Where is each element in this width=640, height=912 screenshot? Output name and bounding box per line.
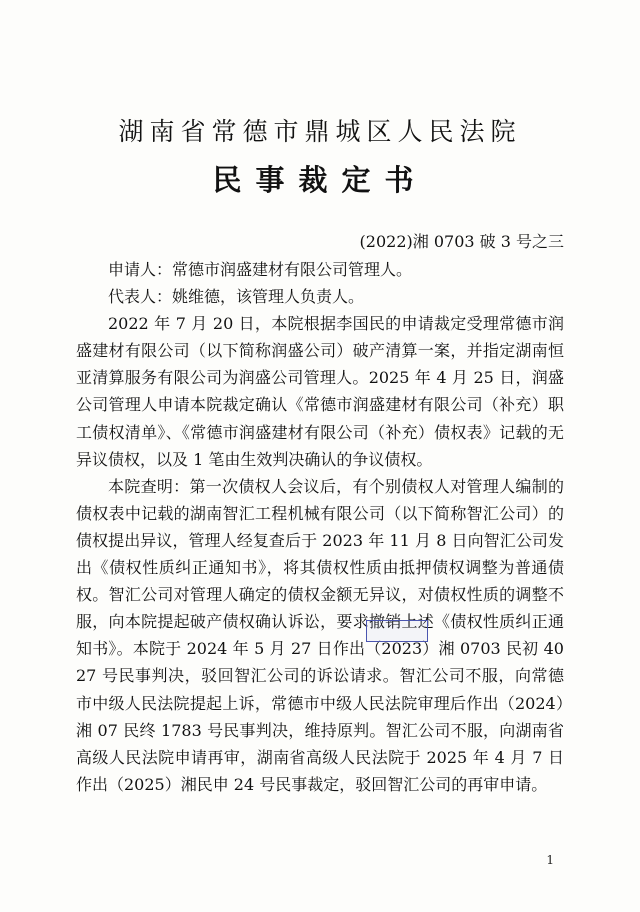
page-number: 1 <box>546 853 554 867</box>
applicant-line: 申请人：常德市润盛建材有限公司管理人。 <box>108 260 413 279</box>
seal-stamp-fragment <box>366 620 428 642</box>
paragraph-acceptance: 2022 年 7 月 20 日，本院根据李国民的申请裁定受理常德市润盛建材有限公司（以下简称润盛公司）破产清算一案，并指定湖南恒亚清算服务有限公司为润盛公司管理人。2025 年 4 月 25 日，润盛公司管理人申请本院裁定确认《常德市润盛建材有限公司（补充）职工债权清单》、《常德市润盛建材有限公司（补充）债权表》记载的无异议债权，以及 1 笔由生效判决确认的争议债权。 <box>76 314 564 469</box>
document-body <box>76 256 564 798</box>
paragraph-findings: 本院查明：第一次债权人会议后，有个别债权人对管理人编制的债权表中记载的湖南智汇工程机械有限公司（以下简称智汇公司）的债权提出异议，管理人经复查后于 2023 年 11 月 8 日向智汇公司发出《债权性质纠正通知书》，将其债权性质由抵押债权调整为普通债权。智汇公司对管理人确定的债权金额无异议，对债权性质的调整不服，向本院提起破产债权确认诉讼，要求撤销上述《债权性质纠正通知书》。本院于 2024 年 5 月 27 日作出（2023）湘 0703 民初 4027 号民事判决，驳回智汇公司的诉讼请求。智汇公司不服，向常德市中级人民法院提起上诉，常德市中级人民法院审理后作出（2024）湘 07 民终 1783 号民事判决，维持原判。智汇公司不服，向湖南省高级人民法院申请再审，湖南省高级人民法院于 2025 年 4 月 7 日作出（2025）湘民申 24 号民事裁定，驳回智汇公司的再审申请。 <box>76 476 564 794</box>
document-title: 民事裁定书 <box>212 163 428 197</box>
representative-line: 代表人：姚维德，该管理人负责人。 <box>108 287 365 307</box>
case-number: (2022)湘 0703 破 3 号之三 <box>359 232 564 251</box>
court-name: 湖南省常德市鼎城区人民法院 <box>118 117 522 146</box>
